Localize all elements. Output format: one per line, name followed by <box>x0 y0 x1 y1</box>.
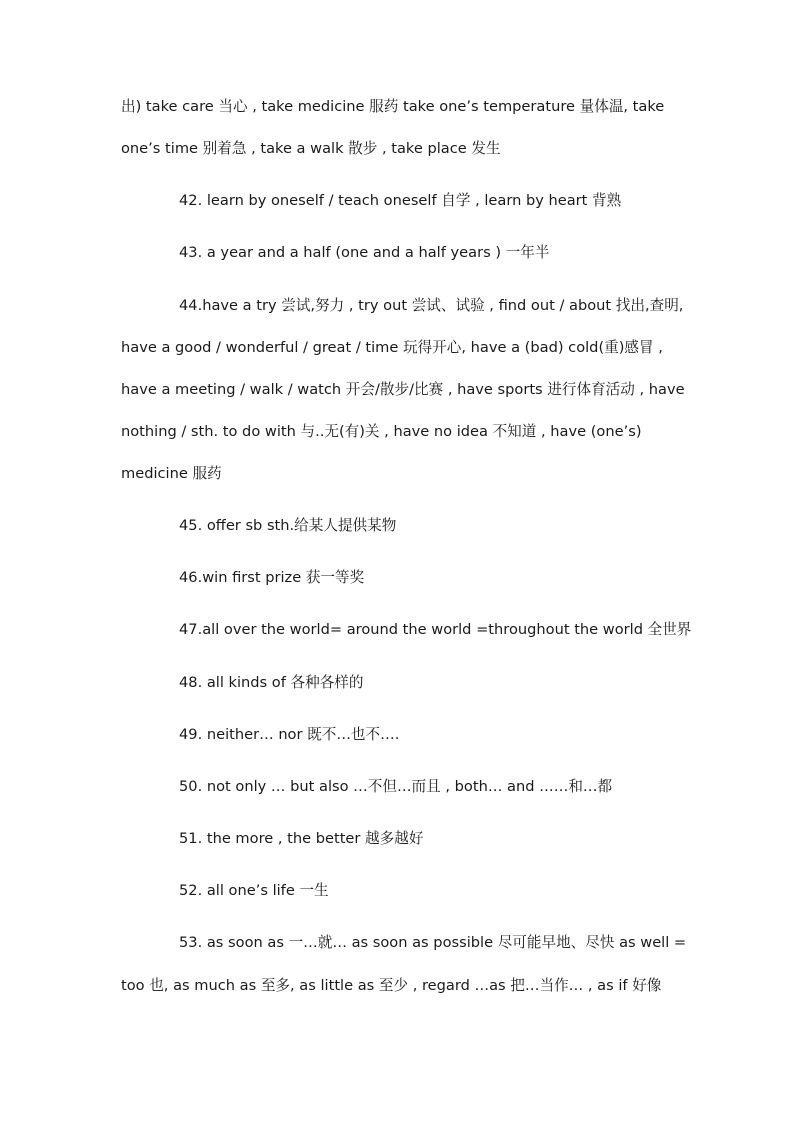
entry-48: 48. all kinds of 各种各样的 <box>179 674 364 691</box>
entry-42: 42. learn by oneself / teach oneself 自学 , learn by heart 背熟 <box>179 192 622 209</box>
entry-50: 50. not only … but also …不但…而且 , both… and ……和…都 <box>179 778 613 795</box>
entry-43: 43. a year and a half (one and a half years ) 一年半 <box>179 244 550 261</box>
entry-44-cont-2: have a meeting / walk / watch 开会/散步/比赛 , have sports 进行体育活动 , have <box>121 381 685 398</box>
entry-44: 44.have a try 尝试,努力 , try out 尝试、试验 , find out / about 找出,查明, <box>179 297 684 314</box>
entry-53: 53. as soon as 一…就… as soon as possible 尽可能早地、尽快 as well = <box>179 934 687 951</box>
entry-51: 51. the more , the better 越多越好 <box>179 830 424 847</box>
entry-49: 49. neither… nor 既不…也不…. <box>179 726 400 743</box>
text-line-1: 出) take care 当心 , take medicine 服药 take one’s temperature 量体温, take <box>121 98 665 115</box>
entry-44-cont-4: medicine 服药 <box>121 465 222 482</box>
entry-46: 46.win first prize 获一等奖 <box>179 569 365 586</box>
entry-44-cont-1: have a good / wonderful / great / time 玩得开心, have a (bad) cold(重)感冒 , <box>121 339 663 356</box>
text-line-2: one’s time 别着急 , take a walk 散步 , take place 发生 <box>121 140 501 157</box>
entry-45: 45. offer sb sth.给某人提供某物 <box>179 517 397 534</box>
entry-47: 47.all over the world= around the world =throughout the world 全世界 <box>179 621 692 638</box>
entry-52: 52. all one’s life 一生 <box>179 882 329 899</box>
entry-53-cont-1: too 也, as much as 至多, as little as 至少 , regard …as 把…当作… , as if 好像 <box>121 977 662 994</box>
entry-44-cont-3: nothing / sth. to do with 与..无(有)关 , have no idea 不知道 , have (one’s) <box>121 423 642 440</box>
